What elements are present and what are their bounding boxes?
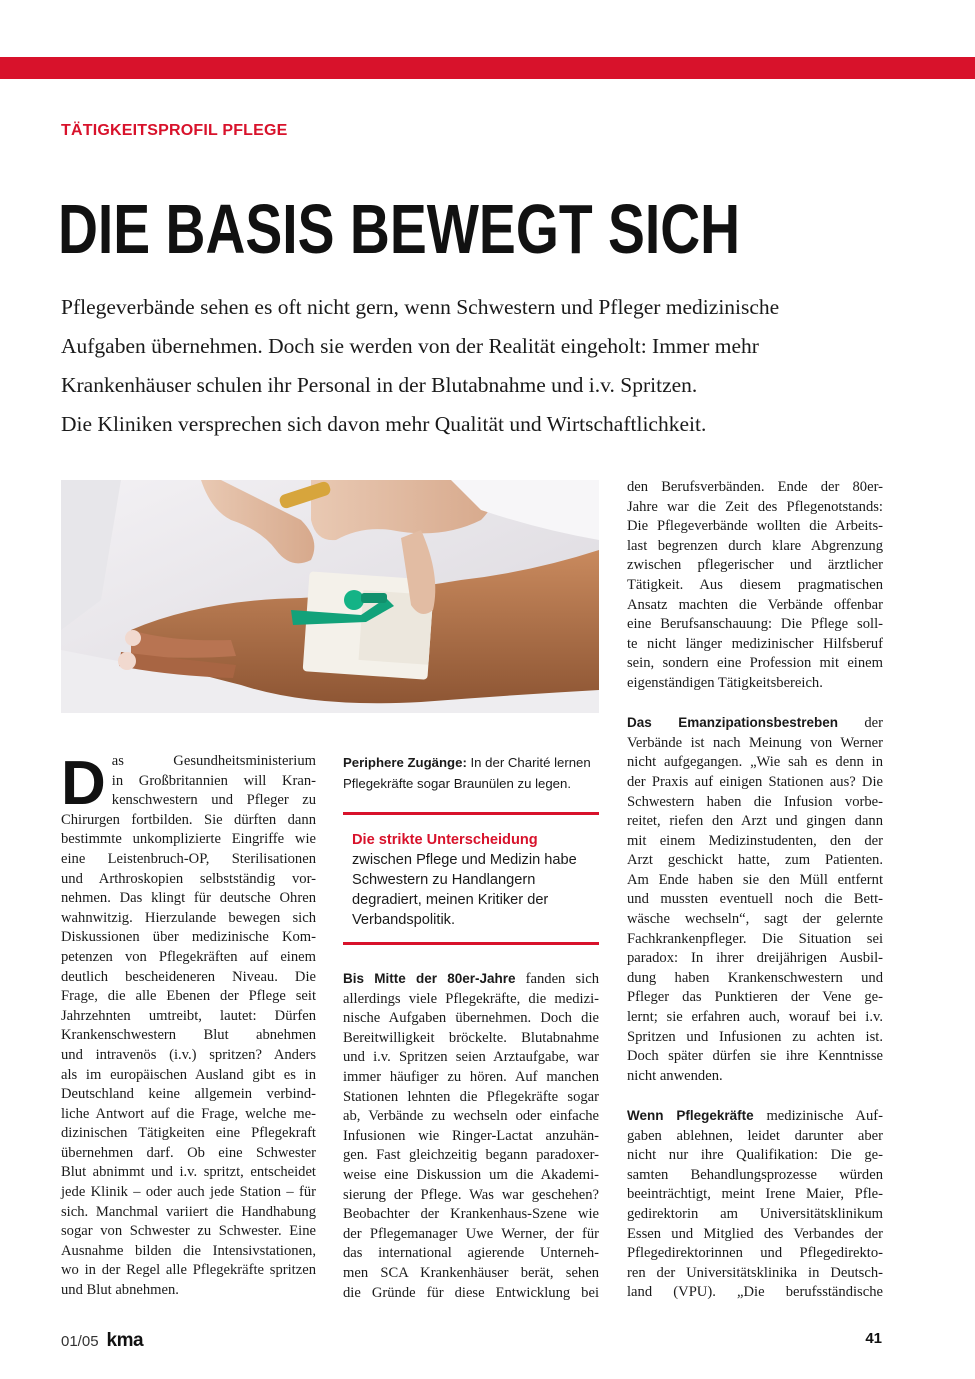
text-line: reitet, riefen den Arzt und gingen dann — [627, 813, 883, 830]
caption-label: Periphere Zugänge: — [343, 755, 467, 770]
kma-logo: kma — [106, 1330, 144, 1351]
text-line: und intravenös (i.v.) spritzen? Anders — [61, 1046, 316, 1063]
text-line: in Großbritannien will Kran- — [111, 772, 316, 789]
text-line: Jahrzehnten umtreibt, lautet: Dürfen — [61, 1007, 316, 1024]
text-line: nicht nur ihre Qualifikation: Die ge- — [627, 1147, 883, 1164]
lead-paragraph — [61, 288, 921, 444]
text-line: ab, Verbände zu wechseln oder einfache — [343, 1108, 599, 1125]
text-line: Frage, die alle Ebenen der Pflege seit — [61, 988, 316, 1005]
text-line: gedirektorin am Universitätsklinikum — [627, 1205, 883, 1222]
text-line: das international agierende Unterneh- — [343, 1245, 599, 1262]
run-in-heading: Wenn Pflegekräfte — [627, 1108, 754, 1123]
text-line: dung haben Krankenschwestern und — [627, 969, 883, 986]
text-line: Die Pflegeverbände wollten die Arbeits- — [627, 518, 883, 535]
text-line: paradox: In ihrer dreijährigen Ausbil- — [627, 950, 883, 967]
text-line: nische Aufgaben übernehmen. Doch die — [343, 1010, 599, 1027]
iv-cannula-hand-photo — [61, 480, 599, 713]
text-line: Stationen lehnten die Pflegekräfte sogar — [343, 1088, 599, 1105]
text-line: und i.v. Spritzen seien Arztaufgabe, war — [343, 1049, 599, 1066]
text-line: men SCA Krankenhäuser berät, sehen — [343, 1264, 599, 1281]
photo-caption — [343, 752, 599, 794]
text-line: Bereitwilligkeit bröckelte. Blutabnahme — [343, 1029, 599, 1046]
run-in-heading: Das Emanzipationsbestreben — [627, 715, 838, 731]
text-line: Arzt geschickt hatte, zum Patienten. — [627, 852, 883, 869]
text-line: Pflegedirektorinnen und Pflegedirekto- — [627, 1245, 883, 1262]
pull-quote — [352, 830, 592, 930]
issue-number: 01/05 — [61, 1333, 99, 1350]
text-line: gen. Fast gleichzeitig begann paradoxer- — [343, 1147, 599, 1164]
text-line: ren der Universitätsklinika in Deutsch- — [627, 1264, 883, 1281]
text-line: und mussten eventuell noch die Bett- — [627, 891, 883, 908]
text-line: sein, sondern eine Profession mit einem — [627, 655, 883, 672]
text-line: Pfleger das Punktieren der Vene ge- — [627, 989, 883, 1006]
text-line: der Pflegemanager Uwe Werner, der für — [343, 1225, 599, 1242]
paragraph-gap — [627, 1086, 883, 1106]
text-line: Ausnahme bilden die Intensivstationen, — [61, 1242, 316, 1259]
text-line: deutlich bescheideneren Niveau. Die — [61, 968, 316, 985]
text-line: land (VPU). „Die berufsständische — [627, 1284, 883, 1301]
text-line: Am Ende haben sie den Müll entfernt — [627, 871, 883, 888]
text-line: weise eine Diskussion um die Akademi- — [343, 1166, 599, 1183]
article-column-2 — [343, 969, 599, 1303]
text-line: wahnwitzig. Hierzulande bewegen sich — [61, 909, 316, 926]
footer-issue — [61, 1330, 143, 1352]
text-line: Tätigkeit. Aus diesem pragmatischen — [627, 576, 883, 593]
pull-quote-highlight: Die strikte Unterscheidung — [352, 832, 538, 848]
text-line: und Blut abnehmen. — [61, 1282, 179, 1299]
text-line: eine Berufsanschauung: Die Pflege soll- — [627, 616, 883, 633]
lead-line: Pflegeverbände sehen es oft nicht gern, wenn Schwestern und Pfleger medizinische — [61, 295, 780, 319]
text-line: sich. Manchmal variiert die Handhabung — [61, 1203, 316, 1220]
text-line: sogar von Schwester zu Schwester. Eine — [61, 1223, 316, 1240]
text-line: beeinträchtigt, meint Irene Maier, Pfle- — [627, 1186, 883, 1203]
text-line: liche Antwort auf die Frage, welche me- — [61, 1105, 316, 1122]
text-line: wo in der Regel alle Pflegekräfte spritzen — [61, 1262, 316, 1279]
text-line: Fachkrankenpfleger. Die Situation sei — [627, 930, 883, 947]
lead-line: Die Kliniken versprechen sich davon mehr Qualität und Wirtschaftlichkeit. — [61, 412, 707, 436]
dropcap-initial: D — [61, 749, 106, 818]
text-line: Chirurgen fortbilden. Sie dürften dann — [61, 811, 316, 828]
page-number: 41 — [865, 1330, 882, 1347]
pull-quote-text: zwischen Pflege und Medizin habe Schwestern zu Handlangern degradiert, meinen Kritiker der Verbandspolitik. — [352, 852, 577, 928]
text-line: und Arthroskopien selbstständig vor- — [61, 870, 316, 887]
text-line: as Gesundheitsministerium — [111, 753, 316, 769]
text-line: Verbände ist nach Meinung von Werner — [627, 734, 883, 751]
text-line: Essen und Mitglied des Verbandes der — [627, 1225, 883, 1242]
text-line: wäsche wechseln“, sagt der gelernte — [627, 911, 883, 928]
run-in-heading: Bis Mitte der 80er-Jahre — [343, 971, 516, 986]
text-line: bestimmte unkomplizierte Eingriffe wie — [61, 831, 316, 848]
text-line: Spritzen und Infusionen zu achten ist. — [627, 1028, 883, 1045]
paragraph-gap — [627, 694, 883, 714]
lead-line: Krankenhäuser schulen ihr Personal in der Blutabnahme und i.v. Spritzen. — [61, 373, 698, 397]
text-line: dizinischen Tätigkeiten eine Pflegekraft — [61, 1125, 316, 1142]
text-line: Beobachter der Krankenhaus-Szene wie — [343, 1206, 599, 1223]
text-line: immer häufiger zu hören. Auf manchen — [343, 1068, 599, 1085]
text-line: eine Leistenbruch-OP, Sterilisationen — [61, 850, 316, 867]
text-line: eigenständigen Tätigkeitsbereich. — [627, 674, 823, 691]
page-title: DIE BASIS BEWEGT SICH — [58, 190, 741, 268]
text-line: Deutschland keine allgemein verbind- — [61, 1086, 316, 1103]
run-in-rest: medizinische Auf- — [753, 1108, 883, 1124]
text-line: als im europäischen Ausland gibt es in — [61, 1066, 316, 1083]
text-line: Schwestern haben die Infusion vorbe- — [627, 793, 883, 810]
run-in-rest: der — [838, 715, 883, 732]
text-line — [627, 713, 883, 734]
text-line: Diskussionen über medizinische Kom- — [61, 929, 316, 946]
text-line: kenschwestern und Pfleger zu — [111, 792, 316, 809]
article-column-1 — [61, 749, 316, 1301]
text-line: mit einem Medizinstudenten, den der — [627, 832, 883, 849]
text-line: nicht anwenden. — [627, 1067, 723, 1084]
text-line: nicht aufgegangen. „Wie sah es denn in — [627, 754, 883, 771]
top-accent-bar — [0, 57, 975, 79]
text-line: jede Klinik – oder auch jede Station – für — [61, 1184, 316, 1201]
pull-quote-bottom-rule — [343, 942, 599, 945]
text-line: allerdings viele Pflegekräfte, die medizi- — [343, 990, 599, 1007]
text-line — [343, 969, 599, 990]
text-line: gaben ablehnen, leidet darunter aber — [627, 1127, 883, 1144]
text-line: der Praxis auf einigen Stationen aus? Die — [627, 773, 883, 790]
text-line: petenzen von Pflegekräften auf einem — [61, 948, 316, 965]
text-line: übernehmen darf. Ob eine Schwester — [61, 1144, 316, 1161]
text-line: lernt; sie erfahren auch, worauf bei i.v. — [627, 1009, 883, 1026]
text-line: Infusionen wie Ringer-Lactat anzuhän- — [343, 1127, 599, 1144]
section-kicker: TÄTIGKEITSPROFIL PFLEGE — [61, 122, 288, 139]
text-line: den Berufsverbänden. Ende der 80er- — [627, 479, 883, 495]
run-in-rest: fanden sich — [515, 971, 599, 987]
text-line: last begrenzen durch klare Abgrenzung — [627, 537, 883, 554]
text-line: Krankenschwestern Blut abnehmen — [61, 1027, 316, 1044]
text-line: zwischen pflegerischer und ärztlicher — [627, 557, 883, 574]
lead-line: Aufgaben übernehmen. Doch sie werden von der Realität eingeholt: Immer mehr — [61, 334, 759, 358]
pull-quote-top-rule — [343, 812, 599, 815]
text-line: Blut abnimmt und i.v. spritzt, entscheidet — [61, 1164, 316, 1181]
text-line: sierung der Pflege. Was war geschehen? — [343, 1186, 599, 1203]
photo-illustration — [61, 480, 599, 713]
text-line: die Gründe für diese Entwicklung bei — [343, 1284, 599, 1301]
text-line: Jahre war die Zeit des Pflegenotstands: — [627, 498, 883, 515]
text-line — [627, 1106, 883, 1127]
text-line: Doch später dürfen sie ihre Kenntnisse — [627, 1048, 883, 1065]
text-line: te nicht länger medizinischer Hilfsberuf — [627, 635, 883, 652]
article-column-3 — [627, 478, 883, 1303]
text-line: nehmen. Das klingt für deutsche Ohren — [61, 890, 316, 907]
text-line: Ansatz machten die Verbände offenbar — [627, 596, 883, 613]
text-line: samten Behandlungsprozesse würden — [627, 1166, 883, 1183]
caption-text: In der Charité lernen Pflegekräfte sogar Braunülen zu legen. — [343, 755, 591, 791]
